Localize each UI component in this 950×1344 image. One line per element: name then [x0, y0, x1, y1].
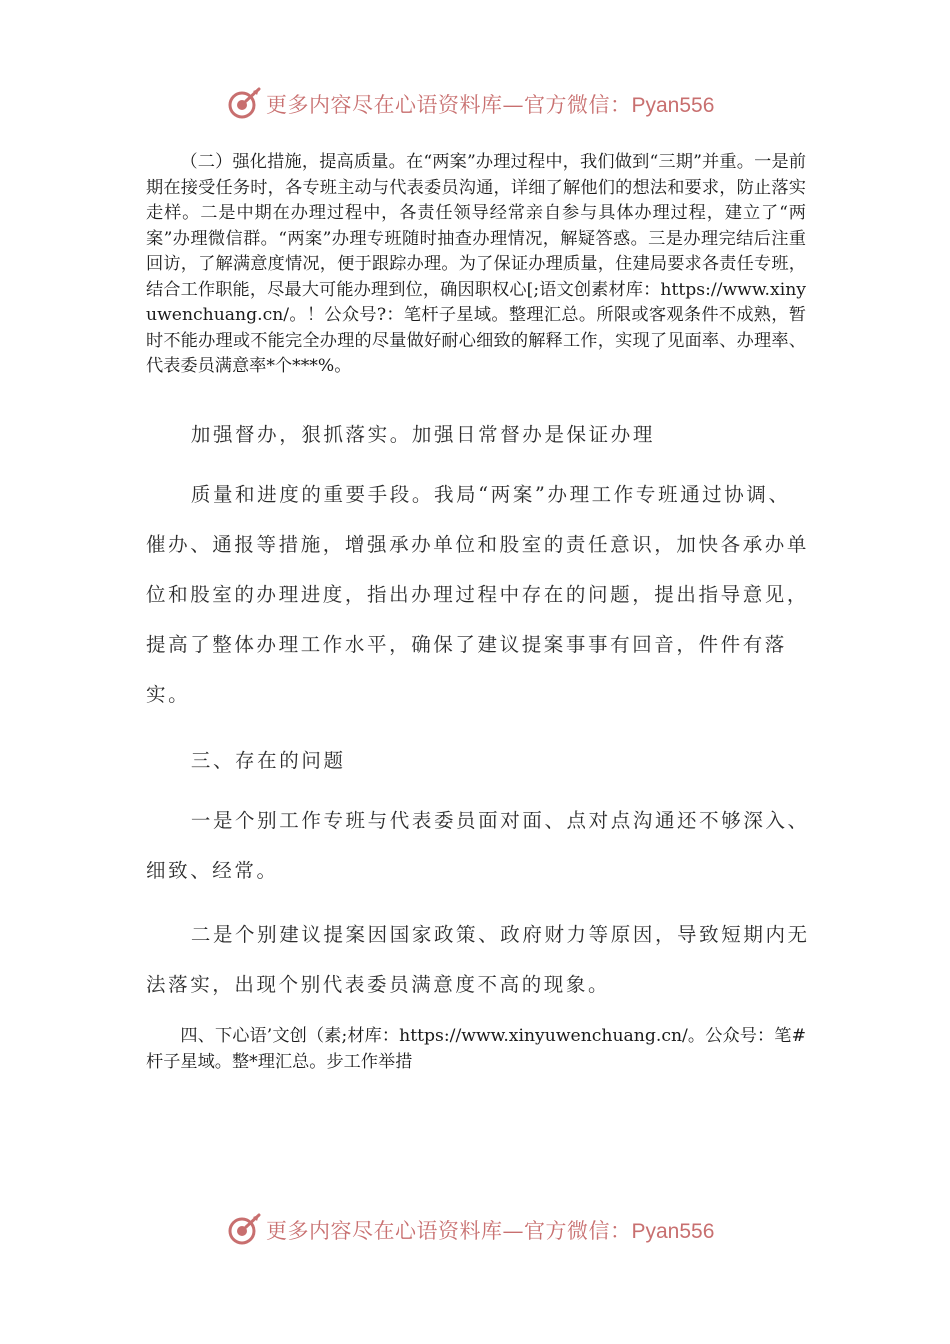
footer-wechat-id: Pyan556 [631, 1220, 715, 1243]
section-heading-problems: 三、存在的问题 [190, 749, 346, 772]
pen-logo-icon [226, 1212, 262, 1248]
paragraph-supervision-heading: 加强督办，狠抓落实。加强日常督办是保证办理 [190, 423, 655, 446]
paragraph-problem-one: 一是个别工作专班与代表委员面对面、点对点沟通还不够深入、细致、经常。 [146, 809, 810, 882]
header-banner-text: 更多内容尽在心语资料库—官方微信：Pyan556 [266, 93, 715, 117]
header-wechat-id: Pyan556 [631, 94, 715, 117]
paragraph-supervision-body: 质量和进度的重要手段。我局“两案”办理工作专班通过协调、催办、通报等措施，增强承办单位和股室的责任意识，加快各承办单位和股室的办理进度，指出办理过程中存在的问题，提出指导意见，提高了整体办理工作水平，确保了建议提案事事有回音，件件有落实。 [146, 483, 810, 706]
footer-banner [226, 1210, 714, 1250]
pen-logo-icon [226, 86, 262, 122]
footer-banner-text: 更多内容尽在心语资料库—官方微信：Pyan556 [266, 1219, 715, 1243]
header-banner [226, 84, 714, 124]
paragraph-strengthen-measures: （二）强化措施，提高质量。在“两案”办理过程中，我们做到“三期”并重。一是前期在接受任务时，各专班主动与代表委员沟通，详细了解他们的想法和要求，防止落实走样。二是中期在办理过程中，各责任领导经常亲自参与具体办理过程，建立了“两案”办理微信群。“两案”办理专班随时抽查办理情况，解疑答惑。三是办理完结后注重回访，了解满意度情况，便于跟踪办理。为了保证办理质量，住建局要求各责任专班，结合工作职能，尽最大可能办理到位，确因职权心[;语文创素材库：https://www.xinyuwenchuang.cn/。！公众号?：笔杆子星域。整理汇总。所限或客观条件不成熟，暂时不能办理或不能完全办理的尽量做好耐心细致的解释工作，实现了见面率、办理率、代表委员满意率*个***%。 [146, 152, 806, 376]
paragraph-problem-two: 二是个别建议提案因国家政策、政府财力等原因，导致短期内无法落实，出现个别代表委员满意度不高的现象。 [146, 923, 810, 996]
section-heading-next-steps: 四、下心语’文创（素;材库：https://www.xinyuwenchuang.cn/。公众号：笔#杆子星域。整*理汇总。步工作举措 [146, 1026, 806, 1072]
